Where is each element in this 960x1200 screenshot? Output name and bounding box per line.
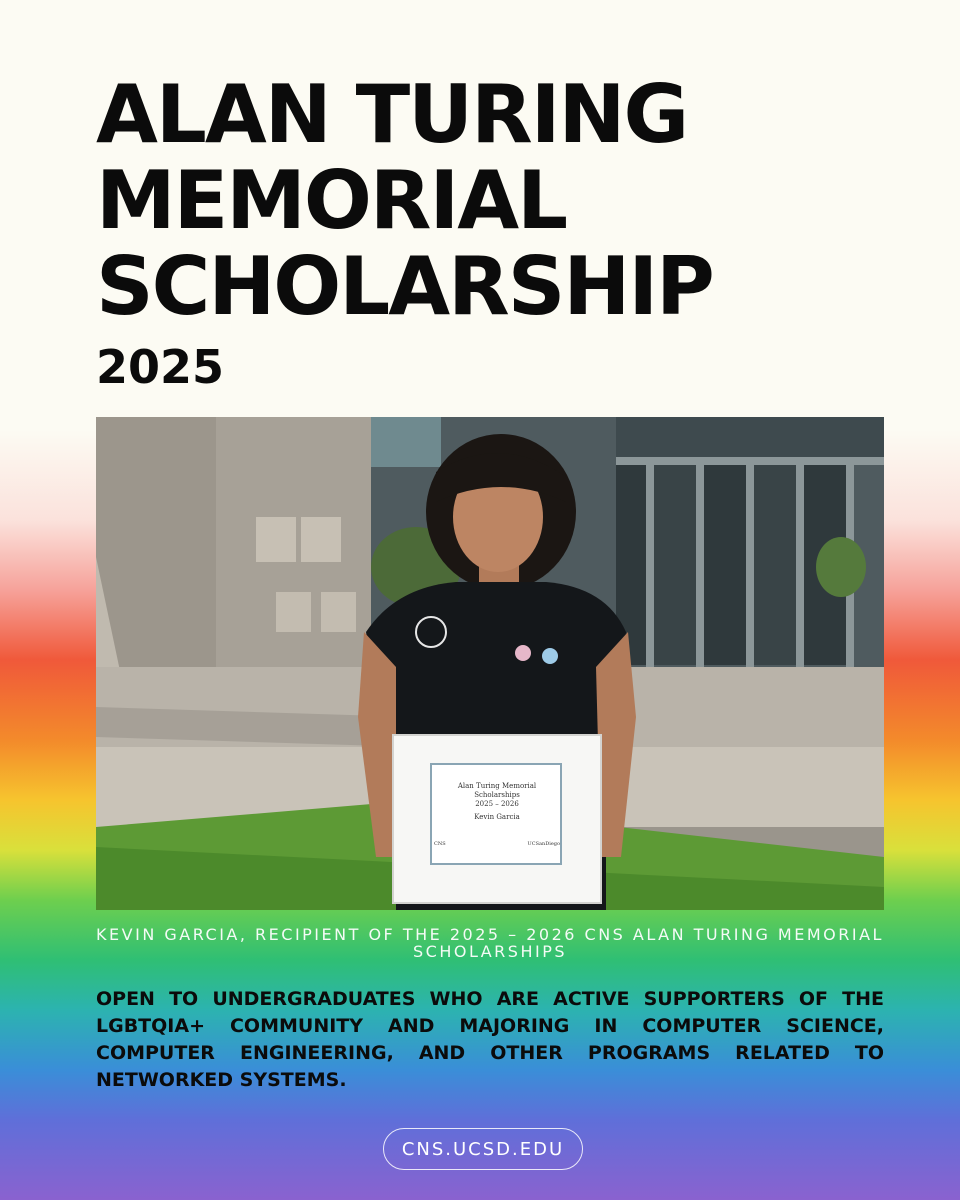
certificate-years: 2025 – 2026 <box>475 800 519 808</box>
certificate-title: Alan Turing Memorial Scholarships <box>457 782 537 799</box>
certificate-logo-cns: CNS <box>434 841 446 847</box>
certificate-logo-ucsd: UCSanDiego <box>527 841 560 847</box>
recipient-photo <box>96 417 884 910</box>
photo-caption: KEVIN GARCIA, RECIPIENT OF THE 2025 – 2026 CNS ALAN TURING MEMORIAL SCHOLARSHIPS <box>96 925 884 961</box>
page-title <box>96 68 713 333</box>
website-link[interactable] <box>383 1128 583 1170</box>
year-label: 2025 <box>96 340 225 394</box>
website-url: CNS.UCSD.EDU <box>401 1138 565 1160</box>
title-line-3: SCHOLARSHIP <box>96 240 713 333</box>
eligibility-description: OPEN TO UNDERGRADUATES WHO ARE ACTIVE SUPPORTERS OF THE LGBTQIA+ COMMUNITY AND MAJORING IN COMPUTER SCIENCE, COMPUTER ENGINEERING, AND OTHER PROGRAMS RELATED TO NETWORKED SYSTEMS. <box>96 988 884 1091</box>
certificate-text <box>434 782 560 849</box>
certificate-name: Kevin Garcia <box>474 813 520 821</box>
title-line-2: MEMORIAL <box>96 154 567 247</box>
title-line-1: ALAN TURING <box>96 68 688 161</box>
